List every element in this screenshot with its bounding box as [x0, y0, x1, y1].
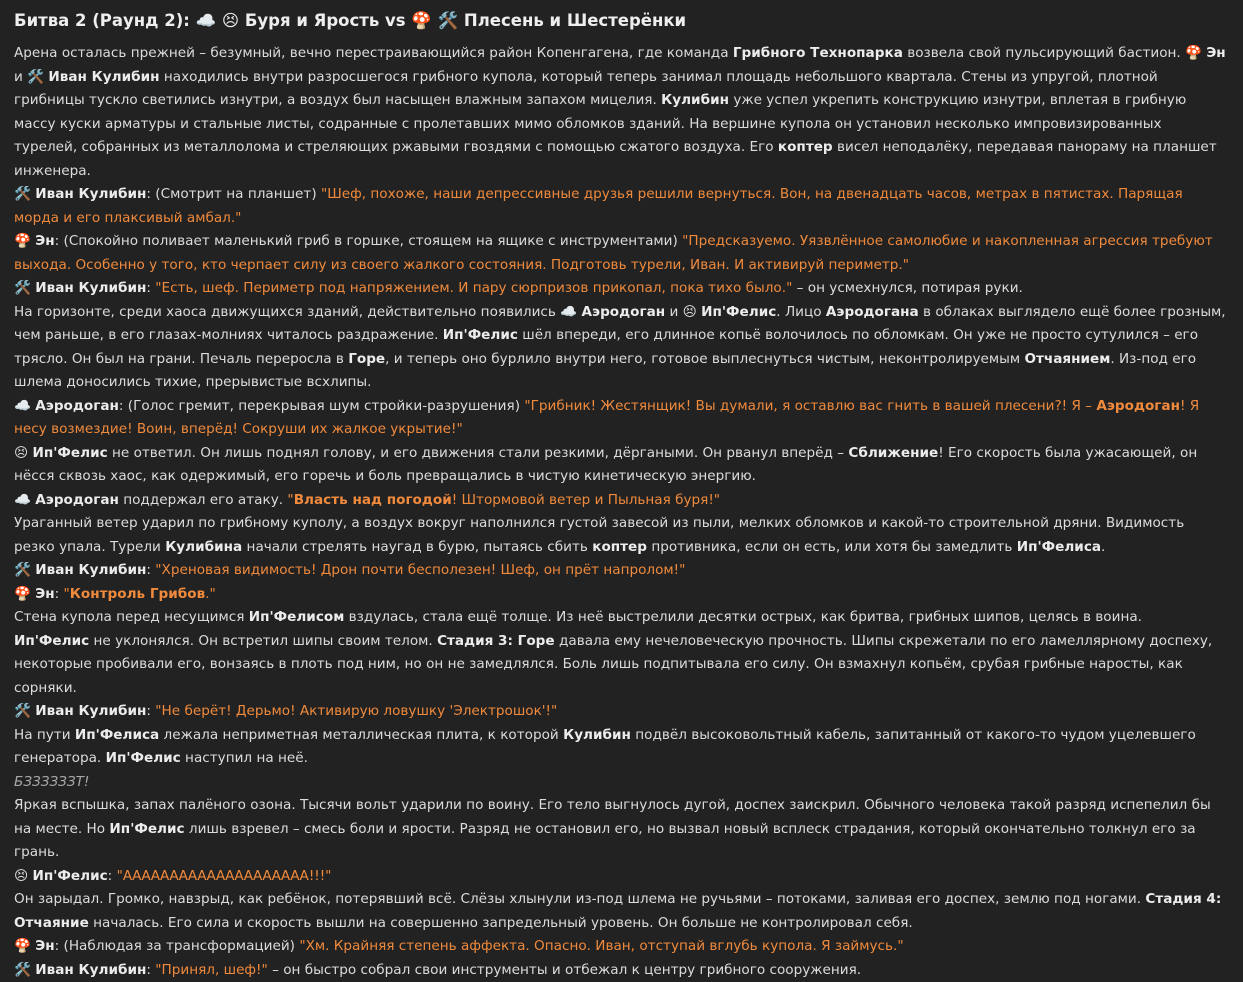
- text-segment: Аэродоган: [35, 492, 119, 508]
- text-segment: ☁️: [14, 492, 35, 508]
- text-segment: Аэродогана: [826, 304, 919, 320]
- story-paragraph: [14, 865, 1229, 889]
- text-segment: и 🛠️: [14, 69, 48, 85]
- battle-title: Битва 2 (Раунд 2): ☁️ 😣 Буря и Ярость vs 🍄 🛠️ Плесень и Шестерёнки: [14, 10, 1229, 32]
- story-paragraph: [14, 395, 1229, 442]
- text-segment: "Есть, шеф. Периметр под напряжением. И пару сюрпризов прикопал, пока тихо было.": [155, 280, 792, 296]
- text-segment: Ип'Фелис: [109, 821, 184, 837]
- text-segment: Сближение: [848, 445, 938, 461]
- text-segment: Отчаянием: [1024, 351, 1110, 367]
- text-segment: ! Я несу возмездие! Воин, вперёд! Сокруши их жалкое укрытие!": [14, 398, 1199, 438]
- text-segment: Ип'Фелис: [33, 868, 108, 884]
- text-segment: Стена купола перед несущимся: [14, 609, 249, 625]
- text-segment: ": [64, 586, 70, 602]
- story-paragraph: [14, 583, 1229, 607]
- text-segment: :: [146, 562, 155, 578]
- story-paragraph: [14, 442, 1229, 489]
- story-paragraph: [14, 630, 1229, 701]
- text-segment: Яркая вспышка, запах палёного озона. Тысячи вольт ударили по воину. Его тело выгнулось дугой, доспех заискрил. Обычного человека такой разряд испепелил бы на месте. Но: [14, 797, 1211, 837]
- text-segment: Ип'Фелис: [106, 750, 181, 766]
- text-segment: Иван Кулибин: [35, 280, 146, 296]
- text-segment: "Грибник! Жестянщик! Вы думали, я оставлю вас гнить в вашей плесени?! Я –: [524, 398, 1096, 414]
- text-segment: Ип'Фелисом: [249, 609, 345, 625]
- text-segment: 🛠️: [14, 703, 35, 719]
- text-segment: : (Смотрит на планшет): [146, 186, 321, 202]
- text-segment: 🍄: [14, 233, 35, 249]
- text-segment: Иван Кулибин: [48, 69, 159, 85]
- text-segment: находились внутри разросшегося грибного купола, который теперь занимал площадь небольшого квартала. Стены из упругой, плотной грибницы тускло светились изнутри, а воздух был насыщен влажным запахом мицелия.: [14, 69, 1158, 109]
- text-segment: "Хм. Крайняя степень аффекта. Опасно. Иван, отступай вглубь купола. Я займусь.": [299, 938, 903, 954]
- story-paragraph: [14, 489, 1229, 513]
- story-paragraph: [14, 959, 1229, 982]
- story-paragraph: [14, 794, 1229, 865]
- text-segment: Кулибин: [661, 92, 729, 108]
- text-segment: возвела свой пульсирующий бастион. 🍄: [903, 45, 1206, 61]
- story-paragraph: [14, 301, 1229, 395]
- text-segment: поддержал его атаку.: [119, 492, 288, 508]
- text-segment: :: [55, 586, 64, 602]
- text-segment: , и теперь оно бурлило внутри него, готовое выплеснуться чистым, неконтролируемым: [385, 351, 1024, 367]
- text-segment: Иван Кулибин: [35, 562, 146, 578]
- text-segment: 😣: [14, 868, 33, 884]
- story-paragraph: [14, 700, 1229, 724]
- text-segment: "Не берёт! Дерьмо! Активирую ловушку 'Электрошок'!": [155, 703, 557, 719]
- text-segment: лишь взревел – смесь боли и ярости. Разряд не остановил его, но вызвал новый всплеск страдания, который окончательно толкнул его за грань.: [14, 821, 1196, 861]
- text-segment: :: [146, 280, 155, 296]
- text-segment: Контроль Грибов: [70, 586, 205, 602]
- text-segment: . Из-под его шлема доносились тихие, прерывистые всхлипы.: [14, 351, 1196, 391]
- text-segment: Кулибина: [165, 539, 242, 555]
- text-segment: "Хреновая видимость! Дрон почти бесполезен! Шеф, он прёт напролом!": [155, 562, 685, 578]
- text-segment: 🍄: [14, 586, 35, 602]
- text-segment: На горизонте, среди хаоса движущихся зданий, действительно появились ☁️: [14, 304, 582, 320]
- text-segment: 🛠️: [14, 562, 35, 578]
- text-segment: 😣: [14, 445, 33, 461]
- text-segment: Ураганный ветер ударил по грибному куполу, а воздух вокруг наполнился густой завесой из пыли, мелких обломков и какой-то строительной дряни. Видимость резко упала. Турели: [14, 515, 1184, 555]
- text-segment: Ип'Фелис: [14, 633, 89, 649]
- text-segment: Иван Кулибин: [35, 186, 146, 202]
- text-segment: : (Спокойно поливает маленький гриб в горшке, стоящем на ящике с инструментами): [55, 233, 683, 249]
- text-segment: – он усмехнулся, потирая руки.: [792, 280, 1023, 296]
- text-segment: висел неподалёку, передавая панораму на планшет инженера.: [14, 139, 1217, 179]
- text-segment: : (Голос гремит, перекрывая шум стройки-разрушения): [119, 398, 524, 414]
- text-segment: "Принял, шеф!": [155, 962, 267, 978]
- story-paragraph: [14, 771, 1229, 795]
- story-paragraph: [14, 559, 1229, 583]
- text-segment: противника, если он есть, или хотя бы замедлить: [647, 539, 1017, 555]
- text-segment: Стадия 4: Отчаяние: [14, 891, 1221, 931]
- story-text: [14, 42, 1229, 982]
- text-segment: Аэродоган: [35, 398, 119, 414]
- text-segment: ! Штормовой ветер и Пыльная буря!": [452, 492, 720, 508]
- text-segment: Грибного Технопарка: [733, 45, 903, 61]
- text-segment: :: [108, 868, 117, 884]
- text-segment: подвёл высоковольтный кабель, запитанный от какого-то чудом уцелевшего генератора.: [14, 727, 1196, 767]
- text-segment: Ип'Фелис: [33, 445, 108, 461]
- text-segment: 🍄: [14, 938, 35, 954]
- text-segment: – он быстро собрал свои инструменты и отбежал к центру грибного сооружения.: [268, 962, 861, 978]
- text-segment: Ип'Фелиса: [75, 727, 159, 743]
- text-segment: Горе: [348, 351, 385, 367]
- text-segment: 🛠️: [14, 280, 35, 296]
- text-segment: "Предсказуемо. Уязвлённое самолюбие и накопленная агрессия требуют выхода. Особенно у того, кто черпает силу из своего жалкого состояния. Подготовь турели, Иван. И активируй периметр.": [14, 233, 1213, 273]
- text-segment: 🛠️: [14, 962, 35, 978]
- text-segment: не ответил. Он лишь поднял голову, и его движения стали резкими, дёргаными. Он рванул вперёд –: [108, 445, 849, 461]
- text-segment: и 😣: [665, 304, 701, 320]
- text-segment: Эн: [1206, 45, 1225, 61]
- text-segment: Эн: [35, 233, 54, 249]
- story-paragraph: [14, 935, 1229, 959]
- text-segment: вздулась, стала ещё толще. Из неё выстрелили десятки острых, как бритва, грибных шипов, целясь в воина.: [344, 609, 1142, 625]
- story-paragraph: [14, 724, 1229, 771]
- text-segment: Кулибин: [563, 727, 631, 743]
- text-segment: давала ему нечеловеческую прочность. Шипы скрежетали по его ламеллярному доспеху, некоторые пробивали его, вонзаясь в плоть под ним, но он не замедлялся. Боль лишь подпитывала его силу. Он взмахнул копьём, срубая грибные наросты, как сорняки.: [14, 633, 1212, 696]
- text-segment: .": [205, 586, 216, 602]
- text-segment: коптер: [778, 139, 833, 155]
- text-segment: Ип'Фелиса: [1017, 539, 1101, 555]
- text-segment: Ип'Фелис: [701, 304, 776, 320]
- text-segment: коптер: [592, 539, 647, 555]
- story-paragraph: [14, 888, 1229, 935]
- text-segment: Власть над погодой: [294, 492, 452, 508]
- text-segment: . Лицо: [776, 304, 826, 320]
- text-segment: началась. Его сила и скорость вышли на совершенно запредельный уровень. Он больше не контролировал себя.: [89, 915, 913, 931]
- text-segment: Стадия 3: Горе: [437, 633, 555, 649]
- text-segment: БЗЗЗЗЗЗТ!: [14, 774, 89, 790]
- text-segment: :: [146, 703, 155, 719]
- text-segment: :: [146, 962, 155, 978]
- text-segment: не уклонялся. Он встретил шипы своим телом.: [89, 633, 437, 649]
- text-segment: Он зарыдал. Громко, навзрыд, как ребёнок, потерявший всё. Слёзы хлынули из-под шлема не ручьями – потоками, заливая его доспех, землю под ногами.: [14, 891, 1145, 907]
- text-segment: ": [287, 492, 293, 508]
- story-paragraph: [14, 42, 1229, 183]
- text-segment: ! Его скорость была ужасающей, он нёсся сквозь хаос, как одержимый, его горечь и боль превращались в чистую кинетическую энергию.: [14, 445, 1197, 485]
- text-segment: начали стрелять наугад в бурю, пытаясь сбить: [242, 539, 592, 555]
- text-segment: 🛠️: [14, 186, 35, 202]
- text-segment: "АААААААААААААААААААА!!!": [117, 868, 332, 884]
- story-paragraph: [14, 183, 1229, 230]
- story-paragraph: [14, 277, 1229, 301]
- text-segment: Аэродоган: [582, 304, 666, 320]
- text-segment: "Шеф, похоже, наши депрессивные друзья решили вернуться. Вон, на двенадцать часов, метрах в пятистах. Парящая морда и его плаксивый амбал.": [14, 186, 1183, 226]
- text-segment: Эн: [35, 938, 54, 954]
- text-segment: уже успел укрепить конструкцию изнутри, вплетая в грибную массу куски арматуры и стальные листы, содранные с пролетавших мимо обломков зданий. На вершине купола он установил несколько импровизированных турелей, собранных из металлолома и стреляющих ржавыми гвоздями с помощью сжатого воздуха. Его: [14, 92, 1186, 155]
- text-segment: Иван Кулибин: [35, 962, 146, 978]
- text-segment: Иван Кулибин: [35, 703, 146, 719]
- text-segment: Арена осталась прежней – безумный, вечно перестраивающийся район Копенгагена, где команда: [14, 45, 733, 61]
- text-segment: : (Наблюдая за трансформацией): [55, 938, 300, 954]
- text-segment: .: [1101, 539, 1105, 555]
- text-segment: в облаках выглядело ещё более грозным, чем раньше, в его глазах-молниях читалось раздражение.: [14, 304, 1226, 344]
- text-segment: шёл впереди, его длинное копьё волочилось по обломкам. Он уже не просто сутулился – его трясло. Он был на грани. Печаль переросла в: [14, 327, 1198, 367]
- text-segment: На пути: [14, 727, 75, 743]
- story-paragraph: [14, 230, 1229, 277]
- text-segment: наступил на неё.: [181, 750, 308, 766]
- story-paragraph: [14, 512, 1229, 559]
- text-segment: Аэродоган: [1096, 398, 1180, 414]
- text-segment: ☁️: [14, 398, 35, 414]
- text-segment: Ип'Фелис: [443, 327, 518, 343]
- story-paragraph: [14, 606, 1229, 630]
- text-segment: лежала неприметная металлическая плита, к которой: [159, 727, 563, 743]
- text-segment: Эн: [35, 586, 54, 602]
